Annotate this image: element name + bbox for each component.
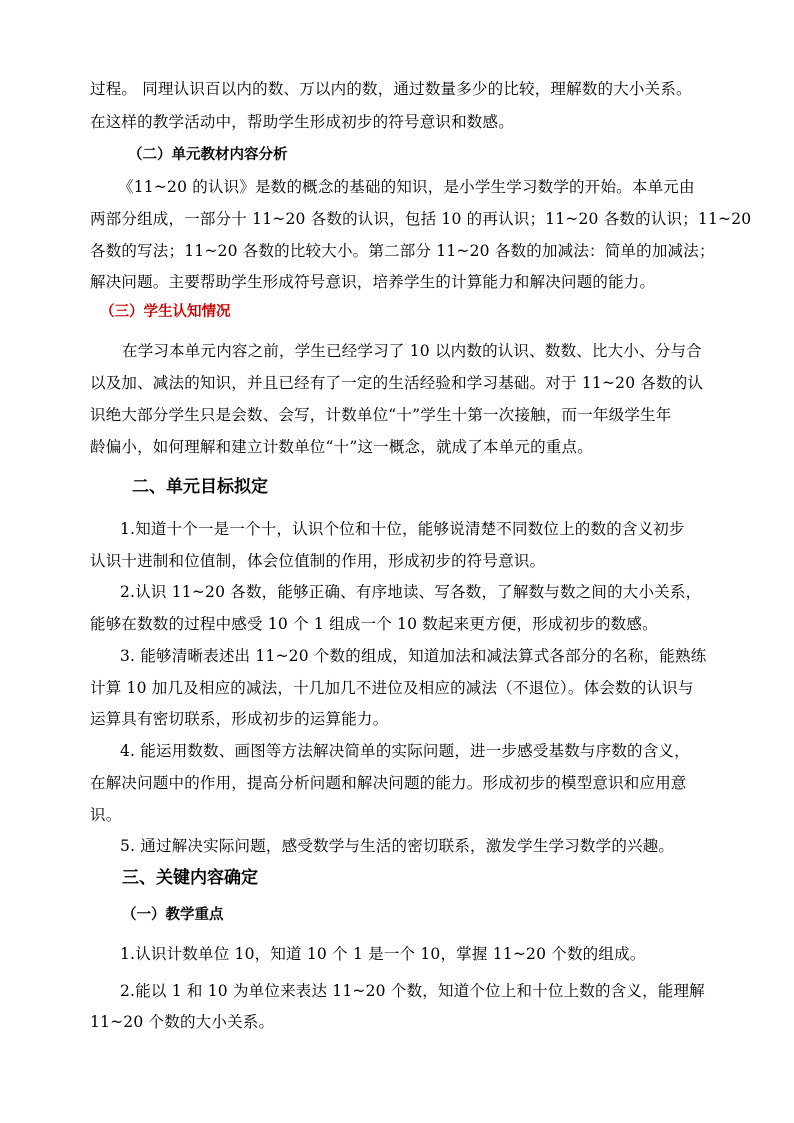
- goal-line-9: 在解决问题中的作用，提高分析问题和解决问题的能力。形成初步的模型意识和应用意: [90, 774, 687, 792]
- section-3-line-1: 在学习本单元内容之前，学生已经学习了 10 以内数的认识、数数、比大小、分与合: [122, 342, 702, 360]
- section-2-line-4: 解决问题。主要帮助学生形成符号意识，培养学生的计算能力和解决问题的能力。: [90, 273, 656, 291]
- goal-line-11: 5. 通过解决实际问题，感受数学与生活的密切联系，激发学生学习数学的兴趣。: [120, 837, 675, 855]
- section-2-line-2: 两部分组成，一部分十 11~20 各数的认识，包括 10 的再认识；11~20 各数的认识；11~20: [90, 210, 752, 228]
- goal-line-5: 3. 能够清晰表述出 11~20 个数的组成，知道加法和减法算式各部分的名称，能熟练: [120, 647, 707, 665]
- section-3-title: （三）学生认知情况: [100, 304, 231, 320]
- intro-line-2: 在这样的教学活动中，帮助学生形成初步的符号意识和数感。: [90, 113, 514, 131]
- section-2-line-3: 各数的写法；11~20 各数的比较大小。第二部分 11~20 各数的加减法：简单的加减法；: [90, 242, 715, 260]
- goal-line-2: 认识十进制和位值制，体会位值制的作用，形成初步的符号意识。: [90, 552, 546, 570]
- section-3-line-2: 以及加、减法的知识，并且已经有了一定的生活经验和学习基础。对于 11~20 各数的认: [90, 374, 704, 392]
- goal-line-3: 2.认识 11~20 各数，能够正确、有序地读、写各数，了解数与数之间的大小关系，: [120, 583, 702, 601]
- section-3-line-4: 龄偏小，如何理解和建立计数单位“十”这一概念，就成了本单元的重点。: [90, 438, 593, 456]
- goal-line-10: 识。: [90, 806, 122, 824]
- goal-line-8: 4. 能运用数数、画图等方法解决简单的实际问题，进一步感受基数与序数的含义，: [120, 742, 690, 760]
- key-point-line-3: 11~20 个数的大小关系。: [90, 1013, 275, 1031]
- goal-line-6: 计算 10 加几及相应的减法，十几加几不进位及相应的减法（不退位）。体会数的认识与: [90, 679, 694, 697]
- key-point-line-2: 2.能以 1 和 10 为单位来表达 11~20 个数，知道个位上和十位上数的含义，能理解: [120, 982, 705, 1000]
- key-points-title: （一）教学重点: [122, 907, 224, 923]
- section-2-title: （二）单元教材内容分析: [128, 147, 288, 163]
- section-3-line-3: 识绝大部分学生只是会数、会写，计数单位“十”学生十第一次接触，而一年级学生年: [90, 406, 672, 424]
- key-point-line-1: 1.认识计数单位 10，知道 10 个 1 是一个 10，掌握 11~20 个数的组成。: [120, 945, 646, 963]
- section-2-line-1: 《11~20 的认识》是数的概念的基础的知识，是小学生学习数学的开始。本单元由: [118, 178, 695, 196]
- heading-unit-goals: 二、单元目标拟定: [132, 477, 268, 497]
- goal-line-4: 能够在数数的过程中感受 10 个 1 组成一个 10 数起来更方便，形成初步的数感。: [90, 615, 658, 633]
- goal-line-1: 1.知道十个一是一个十，认识个位和十位，能够说清楚不同数位上的数的含义初步: [120, 520, 685, 538]
- intro-line-1: 过程。 同理认识百以内的数、万以内的数，通过数量多少的比较，理解数的大小关系。: [90, 80, 692, 98]
- heading-key-content: 三、关键内容确定: [122, 868, 258, 888]
- goal-line-7: 运算具有密切联系，形成初步的运算能力。: [90, 710, 389, 728]
